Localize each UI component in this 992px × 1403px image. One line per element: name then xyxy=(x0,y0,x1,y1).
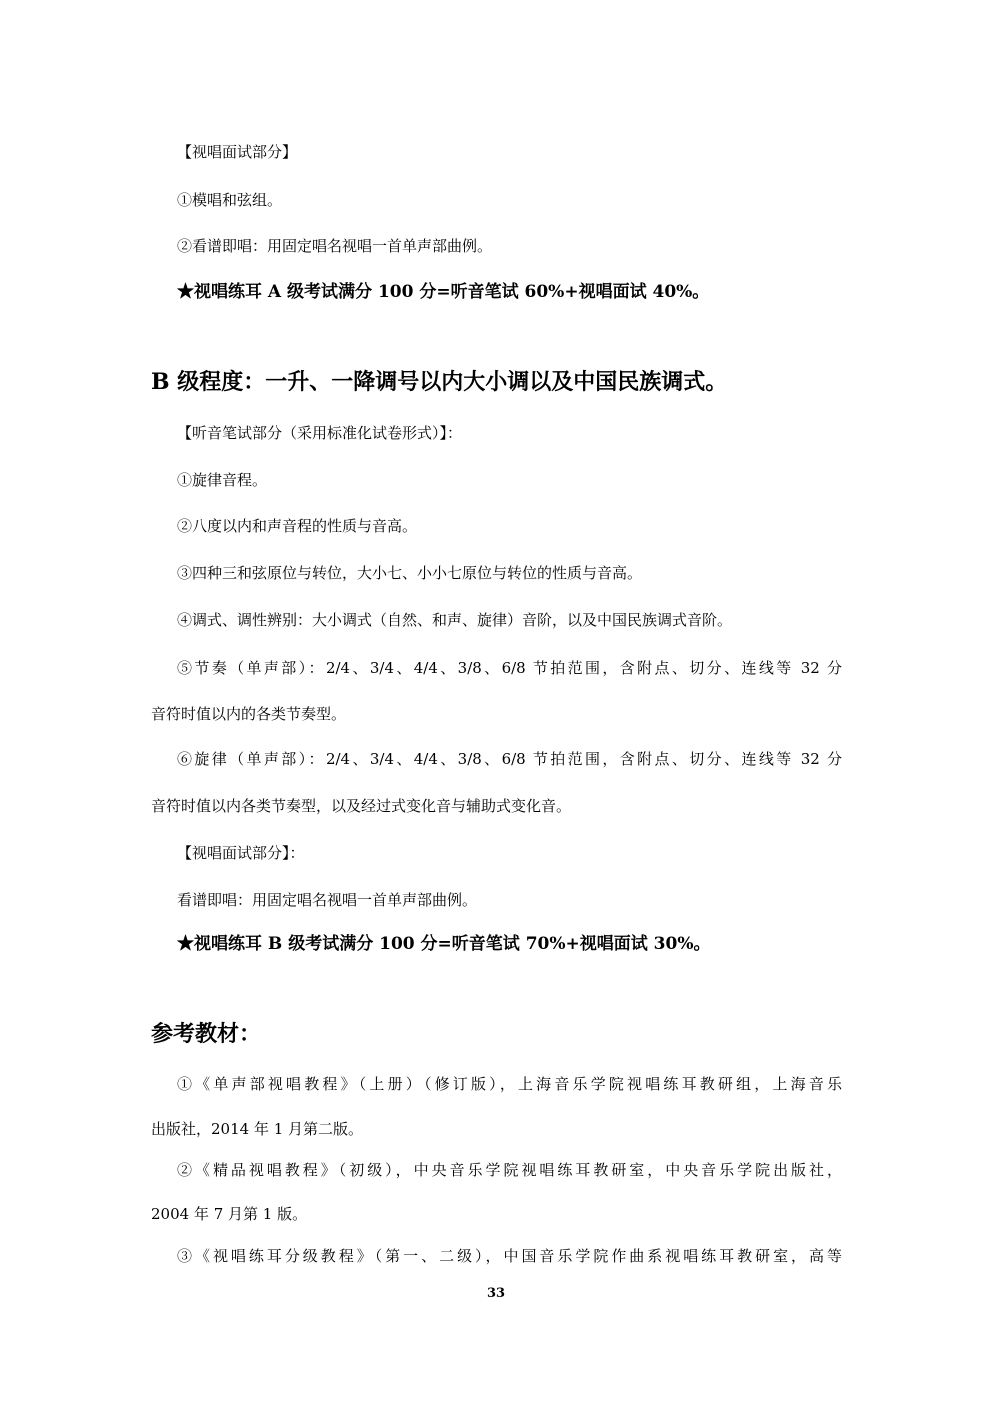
list-item: ③四种三和弦原位与转位，大小七、小小七原位与转位的性质与音高。 xyxy=(177,564,643,582)
references-heading: 参考教材： xyxy=(151,1021,262,1047)
sightsinging-section-title-a: 【视唱面试部分】 xyxy=(177,143,298,161)
score-note-b: ★视唱练耳 B 级考试满分 100 分=听音笔试 70%+视唱面试 30%。 xyxy=(177,934,711,954)
list-item: ⑥旋律（单声部）：2/4、3/4、4/4、3/8、6/8 节拍范围，含附点、切分、连线等 32 分 xyxy=(177,750,842,768)
reference-item-continuation: 2004 年 7 月第 1 版。 xyxy=(151,1205,308,1223)
reference-item: ③《视唱练耳分级教程》（第一、二级），中国音乐学院作曲系视唱练耳教研室，高等 xyxy=(177,1247,842,1265)
level-b-heading: B 级程度：一升、一降调号以内大小调以及中国民族调式。 xyxy=(151,369,728,395)
list-item: ②八度以内和声音程的性质与音高。 xyxy=(177,517,418,535)
list-item: ④调式、调性辨别：大小调式（自然、和声、旋律）音阶，以及中国民族调式音阶。 xyxy=(177,611,733,629)
score-note-a: ★视唱练耳 A 级考试满分 100 分=听音笔试 60%+视唱面试 40%。 xyxy=(177,282,710,302)
list-item-continuation: 音符时值以内各类节奏型，以及经过式变化音与辅助式变化音。 xyxy=(151,797,572,815)
list-item: ⑤节奏（单声部）：2/4、3/4、4/4、3/8、6/8 节拍范围，含附点、切分、连线等 32 分 xyxy=(177,659,842,677)
list-item: ②看谱即唱：用固定唱名视唱一首单声部曲例。 xyxy=(177,237,493,255)
reference-item: ①《单声部视唱教程》（上册）（修订版），上海音乐学院视唱练耳教研组，上海音乐 xyxy=(177,1075,842,1093)
list-item-continuation: 音符时值以内的各类节奏型。 xyxy=(151,705,347,723)
list-item: ①旋律音程。 xyxy=(177,471,268,489)
reference-item: ②《精品视唱教程》（初级），中央音乐学院视唱练耳教研室，中央音乐学院出版社， xyxy=(177,1161,842,1179)
list-item: ①模唱和弦组。 xyxy=(177,191,283,209)
listening-section-title-b: 【听音笔试部分（采用标准化试卷形式）】： xyxy=(177,424,463,442)
list-item: 看谱即唱：用固定唱名视唱一首单声部曲例。 xyxy=(177,891,478,909)
page-number: 33 xyxy=(486,1286,506,1301)
sightsinging-section-title-b: 【视唱面试部分】： xyxy=(177,844,305,862)
reference-item-continuation: 出版社，2014 年 1 月第二版。 xyxy=(151,1120,364,1138)
